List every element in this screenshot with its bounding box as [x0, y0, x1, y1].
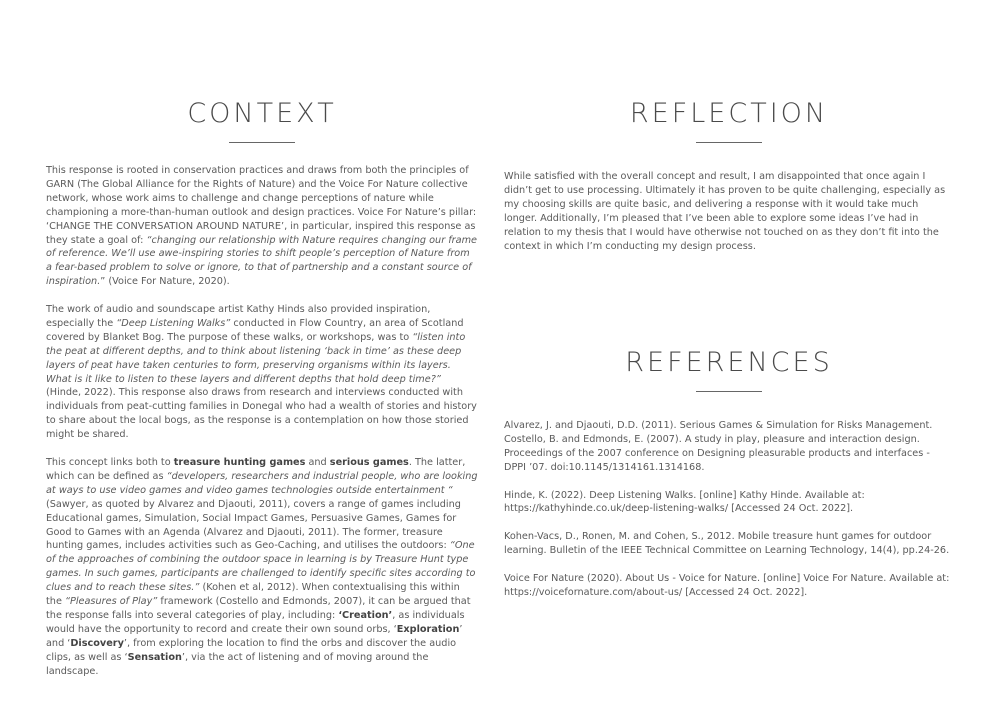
reference-item: Voice For Nature (2020). About Us - Voice for Nature. [online] Voice For Nature. Available at: https://voicefornature.com/about-us/ [Accessed 24 Oct. 2022].: [504, 572, 950, 598]
reference-item: Alvarez, J. and Djaouti, D.D. (2011). Serious Games & Simulation for Risks Management. Costello, B. and Edmonds, E. (2007). A study in play, pleasure and interaction design. Proceedings of the 2007 conference on Designing pleasurable products and interfaces - DPPI ’07. doi:10.1145/1314161.1314168.: [504, 420, 933, 473]
context-paragraph-2: [46, 303, 478, 442]
references-section: [504, 347, 954, 600]
context-paragraph-1: [46, 164, 478, 289]
text-run: (Kohen et al, 2012). When contextualising this within the: [46, 582, 460, 608]
text-run: ’, via the act of listening and of moving around the landscape.: [46, 651, 429, 677]
text-run: “Pleasures of Play”: [64, 596, 158, 608]
text-run: conducted in Flow Country, an area of Scotland covered by Blanket Bog. The purpose of these walks, or workshops, was to: [46, 317, 464, 343]
text-run: . The latter, which can be defined as: [46, 457, 466, 482]
text-run: ‘Creation’: [338, 609, 393, 621]
reference-item: Kohen-Vacs, D., Ronen, M. and Cohen, S., 2012. Mobile treasure hunt games for outdoor learning. Bulletin of the IEEE Technical Committee on Learning Technology, 14(4), pp.24-26.: [504, 531, 950, 557]
text-run: framework (Costello and Edmonds, 2007), it can be argued that the response falls into several categories of play, including:: [46, 596, 471, 621]
text-run: ” (Voice For Nature, 2020).: [100, 276, 230, 288]
context-paragraph-3: [46, 456, 478, 679]
text-run: ’, from exploring the location to find the orbs and discover the audio clips, as well as ‘: [46, 637, 457, 663]
context-heading: CONTEXT: [187, 98, 337, 129]
text-run: “One of the approaches of combining the outdoor space in learning is by Treasure Hunt type games. In such games, participants are challenged to identify specific sites according to clues and to reach these sites.”: [46, 540, 476, 594]
reference-item: Hinde, K. (2022). Deep Listening Walks. [online] Kathy Hinde. Available at: https://kathyhinde.co.uk/deep-listening-walks/ [Accessed 24 Oct. 2022].: [504, 489, 865, 515]
reflection-paragraph: While satisfied with the overall concept and result, I am disappointed that once again I didn’t get to use processing. Ultimately it has proven to be quite challenging, especially as my choosing skills are quite basic, and delivering a response with it would take much longer. Additionally, I’m pleased that I’ve been able to explore some ideas I’ve had in relation to my thesis that I would have otherwise not touched on as they don’t fit into the context in which I’m conducting my design process.: [504, 171, 946, 252]
text-run: ’ and ‘: [46, 623, 463, 649]
text-run: “Deep Listening Walks”: [116, 317, 231, 329]
text-run: , as individuals would have the opportunity to record and create their own sound orbs, ‘: [46, 609, 465, 635]
references-heading: REFERENCES: [625, 347, 833, 378]
text-run: This response is rooted in conservation practices and draws from both the principles of GARN (The Global Alliance for the Rights of Nature) and the Voice For Nature collective network, whose work aims to challenge and change perceptions of nature while championing a more-than-human outlook and design practices. Voice For Nature’s pillar: ‘CHANGE THE CONVERSATION AROUND NATURE’, in particular, inspired this response as they state a goal of:: [46, 165, 477, 246]
text-run: “changing our relationship with Nature requires changing our frame of reference. We’ll use awe-inspiring stories to shift people’s perception of Nature from a fear-based problem to solve or ignore, to that of partnership and a constant source of inspiration.: [46, 234, 477, 288]
text-run: Sensation: [127, 651, 182, 663]
text-run: Exploration: [396, 623, 460, 635]
text-run: and: [305, 457, 330, 468]
context-section: [46, 98, 478, 679]
text-run: (Sawyer, as quoted by Alvarez and Djaouti, 2011), covers a range of games including Educational games, Simulation, Social Impact Games, Persuasive Games, Games for Good to Games with an Agenda (Alvarez and Djaouti, 2011). The former, treasure hunting games, includes activities such as Geo-Caching, and utilises the outdoors:: [46, 498, 461, 552]
text-run: “listen into the peat at different depths, and to think about listening ‘back in time’ as these deep layers of peat have taken centuries to form, preserving organisms within its layers. What is it like to listen to these layers and different depths that hold deep time?”: [46, 331, 466, 385]
text-run: This concept links both to: [46, 457, 174, 468]
text-run: “developers, researchers and industrial people, who are looking at ways to use video games and video games technologies outside entertainment “: [46, 470, 478, 496]
text-run: treasure hunting games: [173, 457, 306, 468]
reflection-heading: REFLECTION: [629, 98, 829, 129]
text-run: Discovery: [70, 637, 124, 649]
text-run: The work of audio and soundscape artist Kathy Hinds also provided inspiration, especially the: [46, 304, 431, 329]
reflection-section: [504, 98, 954, 253]
text-run: (Hinde, 2022). This response also draws from research and interviews conducted with individuals from peat-cutting families in Donegal who had a wealth of stories and history to share about the local bogs, as the response is a contemplation on how those storied might be shared.: [46, 387, 477, 441]
text-run: serious games: [329, 457, 409, 468]
